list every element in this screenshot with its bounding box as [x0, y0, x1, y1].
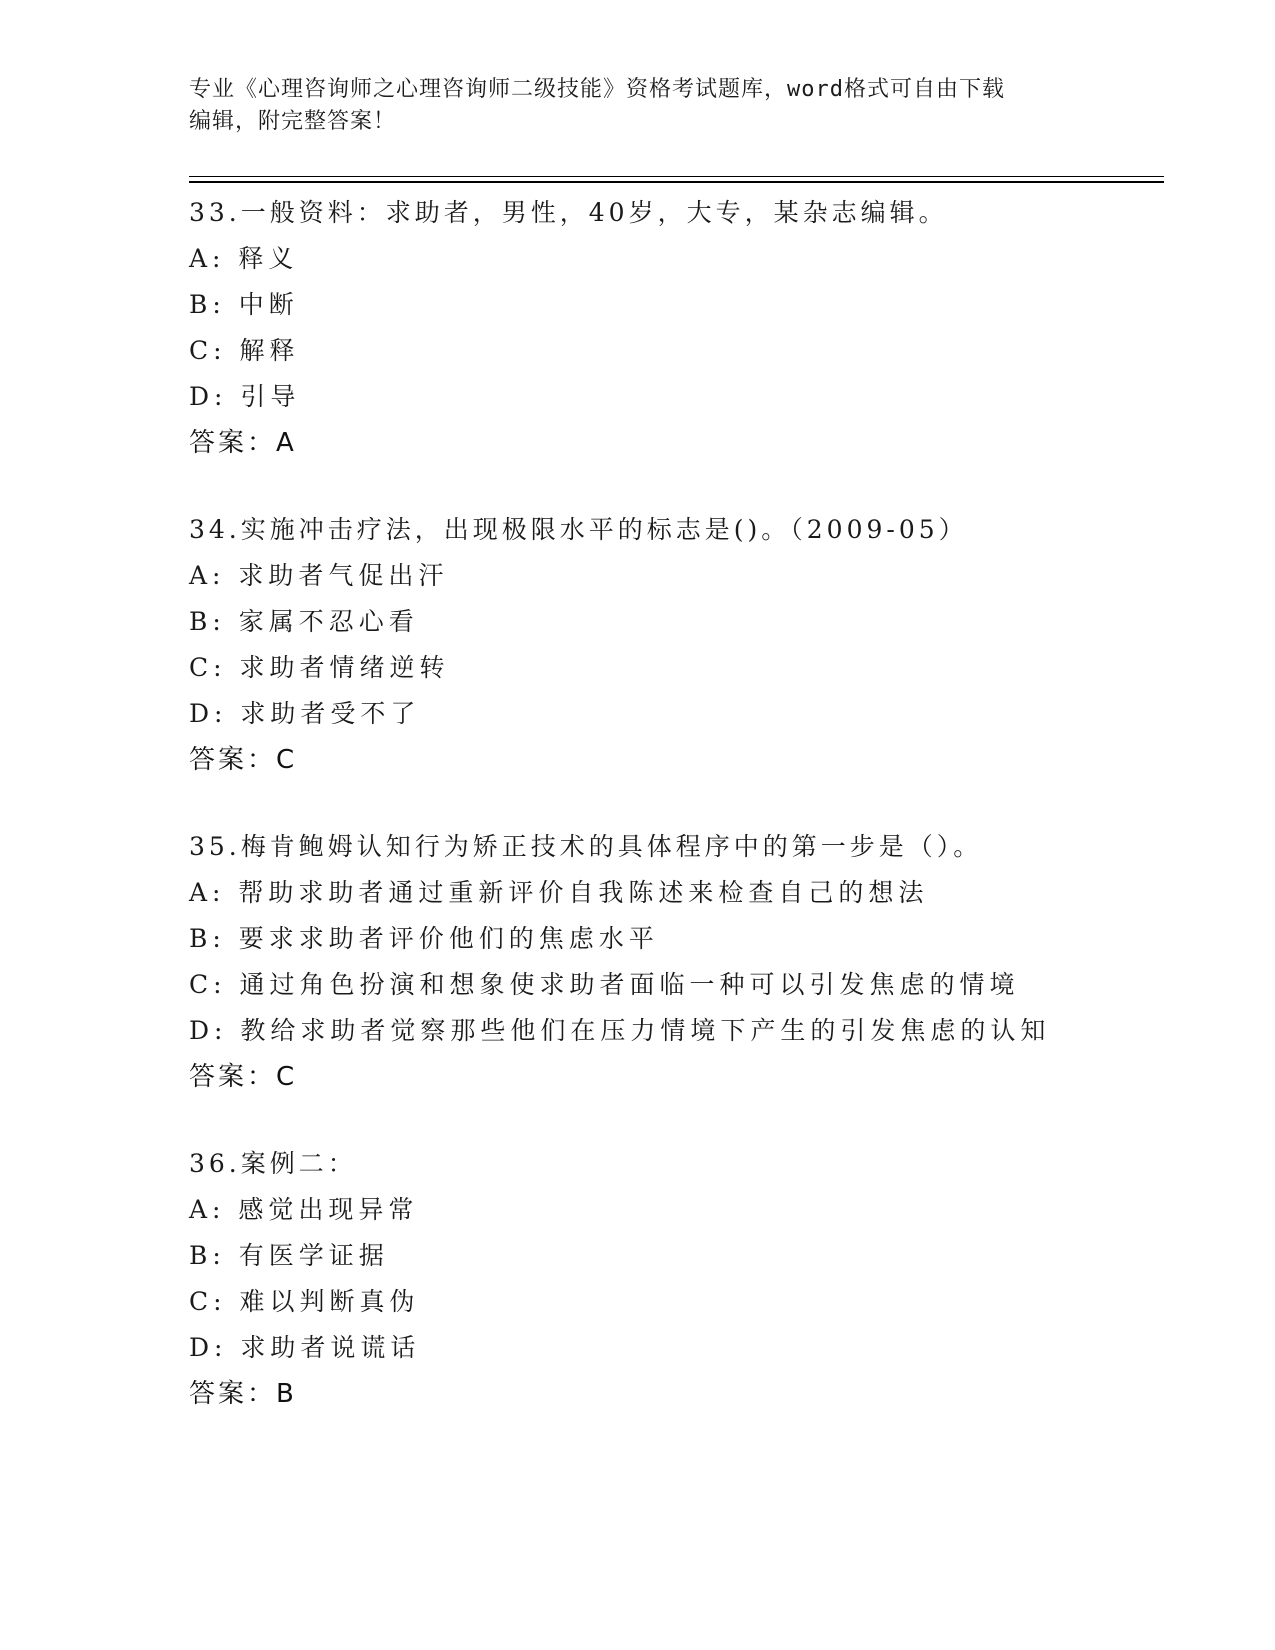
question-34 [189, 507, 1164, 783]
option-c: C: 通过角色扮演和想象使求助者面临一种可以引发焦虑的情境 [189, 970, 1020, 999]
option-d: D: 求助者说谎话 [189, 1333, 421, 1362]
option-b: B: 有医学证据 [189, 1241, 389, 1270]
header-divider-thick [189, 181, 1164, 183]
option-b: B: 家属不忍心看 [189, 607, 419, 636]
option-a: A: 感觉出现异常 [189, 1195, 419, 1224]
answer-line: 答案：B [189, 1379, 297, 1409]
option-b: B: 要求求助者评价他们的焦虑水平 [189, 924, 659, 953]
header-line-1: 专业《心理咨询师之心理咨询师二级技能》资格考试题库，word格式可自由下载 [189, 77, 1005, 102]
document-header [189, 74, 1089, 138]
question-stem: 35.梅肯鲍姆认知行为矫正技术的具体程序中的第一步是（）。 [189, 832, 983, 861]
header-line-2: 编辑，附完整答案！ [189, 109, 397, 134]
question-stem: 36.案例二： [189, 1149, 357, 1178]
answer-line: 答案：C [189, 745, 298, 775]
option-d: D: 教给求助者觉察那些他们在压力情境下产生的引发焦虑的认知 [189, 1016, 1051, 1045]
header-divider-thin [189, 176, 1164, 177]
option-a: A: 求助者气促出汗 [189, 561, 449, 590]
answer-line: 答案：A [189, 428, 297, 458]
question-36 [189, 1141, 1164, 1417]
option-c: C: 解释 [189, 336, 300, 365]
question-list [189, 190, 1164, 1458]
question-stem: 33.一般资料：求助者，男性，40岁，大专，某杂志编辑。 [189, 198, 948, 227]
option-a: A: 帮助求助者通过重新评价自我陈述来检查自己的想法 [189, 878, 929, 907]
option-d: D: 引导 [189, 382, 301, 411]
option-d: D: 求助者受不了 [189, 699, 421, 728]
question-35 [189, 824, 1164, 1100]
option-b: B: 中断 [189, 290, 299, 319]
option-a: A: 释义 [189, 244, 299, 273]
question-stem: 34.实施冲击疗法，出现极限水平的标志是()。（2009-05） [189, 515, 968, 544]
option-c: C: 难以判断真伪 [189, 1287, 420, 1316]
option-c: C: 求助者情绪逆转 [189, 653, 450, 682]
answer-line: 答案：C [189, 1062, 298, 1092]
question-33 [189, 190, 1164, 466]
